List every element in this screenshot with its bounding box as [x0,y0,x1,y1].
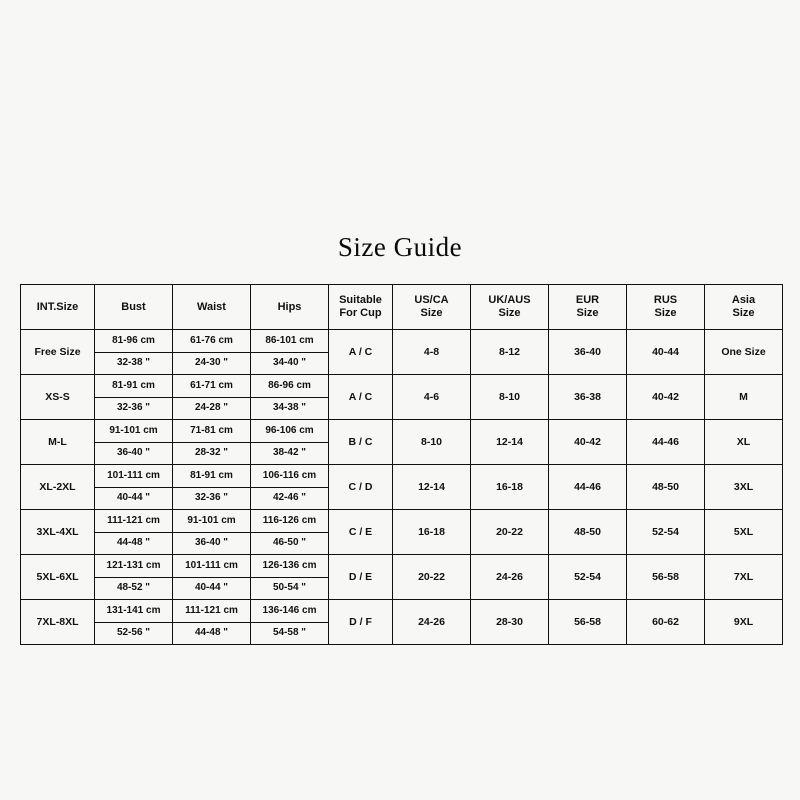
cell-eur: 36-38 [549,375,627,420]
column-header-line: Asia [731,294,756,307]
column-header-line: For Cup [339,307,382,319]
cell-eur: 36-40 [549,330,627,375]
cell-bust-cm: 101-111 cm [95,465,172,488]
cell-hips-cm: 136-146 cm [251,600,328,623]
cell-cup: C / D [329,465,393,510]
size-guide-table [20,284,783,645]
cell-us-ca: 24-26 [393,600,471,645]
column-header-line: Size [498,307,521,319]
cell-us-ca: 4-8 [393,330,471,375]
cell-waist-cm: 111-121 cm [173,600,250,623]
column-header-suitable-for-cup [329,285,393,330]
column-header-line: Suitable [339,294,382,307]
cell-cup: C / E [329,510,393,555]
column-header-line: Size [654,307,677,319]
cell-bust-cm: 91-101 cm [95,420,172,443]
table-row [21,465,783,510]
cell-waist-in: 40-44 " [194,582,229,594]
cell-asia: XL [705,420,783,465]
cell-cup: B / C [329,420,393,465]
cell-waist [173,510,251,555]
cell-hips [251,600,329,645]
cell-hips-in: 54-58 " [272,627,307,639]
cell-us-ca: 8-10 [393,420,471,465]
cell-bust [95,330,173,375]
column-header-line: UK/AUS [488,294,531,307]
cell-waist-cm: 61-71 cm [173,375,250,398]
cell-asia: 5XL [705,510,783,555]
cell-rus: 40-42 [627,375,705,420]
column-header-asia-size [705,285,783,330]
column-header-line: Waist [197,300,226,313]
cell-bust [95,555,173,600]
cell-hips-in: 42-46 " [272,492,307,504]
table-row [21,555,783,600]
cell-bust-in: 44-48 " [116,537,151,549]
cell-hips [251,555,329,600]
cell-waist-cm: 61-76 cm [173,330,250,353]
cell-uk-aus: 20-22 [471,510,549,555]
column-header-line: RUS [653,294,678,307]
cell-bust-in: 40-44 " [116,492,151,504]
page-title: Size Guide [337,232,463,262]
cell-bust [95,465,173,510]
cell-hips-cm: 116-126 cm [251,510,328,533]
column-header-line: INT.Size [36,300,79,313]
cell-hips-in: 50-54 " [272,582,307,594]
cell-bust [95,420,173,465]
cell-hips [251,375,329,420]
size-guide-table-wrapper [20,284,780,645]
cell-hips-cm: 106-116 cm [251,465,328,488]
cell-cup: A / C [329,375,393,420]
cell-bust-in: 32-38 " [116,357,151,369]
column-header-line: Bust [121,300,146,313]
cell-hips-cm: 96-106 cm [251,420,328,443]
cell-uk-aus: 24-26 [471,555,549,600]
table-row [21,420,783,465]
cell-asia: One Size [705,330,783,375]
cell-hips-in: 34-40 " [272,357,307,369]
cell-bust-in: 48-52 " [116,582,151,594]
cell-bust [95,510,173,555]
column-header-bust [95,285,173,330]
cell-waist [173,375,251,420]
cell-rus: 56-58 [627,555,705,600]
column-header-line: Size [576,307,599,319]
cell-eur: 48-50 [549,510,627,555]
cell-hips-cm: 86-96 cm [251,375,328,398]
cell-bust-cm: 111-121 cm [95,510,172,533]
cell-us-ca: 16-18 [393,510,471,555]
cell-waist-cm: 71-81 cm [173,420,250,443]
column-header-line: EUR [575,294,600,307]
cell-hips-cm: 86-101 cm [251,330,328,353]
cell-asia: 3XL [705,465,783,510]
cell-bust [95,600,173,645]
cell-bust-in: 36-40 " [116,447,151,459]
cell-cup: D / F [329,600,393,645]
table-row [21,330,783,375]
cell-waist [173,600,251,645]
cell-int-size: Free Size [21,330,95,375]
cell-hips-in: 34-38 " [272,402,307,414]
cell-waist-in: 28-32 " [194,447,229,459]
cell-waist [173,330,251,375]
cell-hips [251,465,329,510]
cell-waist-cm: 101-111 cm [173,555,250,578]
cell-bust-cm: 81-91 cm [95,375,172,398]
column-header-line: Size [420,307,443,319]
cell-uk-aus: 8-10 [471,375,549,420]
cell-waist-in: 44-48 " [194,627,229,639]
cell-bust-cm: 131-141 cm [95,600,172,623]
cell-rus: 48-50 [627,465,705,510]
cell-waist-in: 36-40 " [194,537,229,549]
column-header-rus-size [627,285,705,330]
cell-waist-in: 32-36 " [194,492,229,504]
cell-uk-aus: 12-14 [471,420,549,465]
cell-int-size: 3XL-4XL [21,510,95,555]
column-header-waist [173,285,251,330]
cell-hips [251,420,329,465]
table-row [21,600,783,645]
cell-hips [251,510,329,555]
cell-hips-in: 38-42 " [272,447,307,459]
column-header-line: US/CA [414,294,449,307]
cell-waist-cm: 81-91 cm [173,465,250,488]
cell-cup: A / C [329,330,393,375]
cell-bust-cm: 81-96 cm [95,330,172,353]
cell-hips [251,330,329,375]
cell-waist [173,555,251,600]
cell-eur: 56-58 [549,600,627,645]
cell-asia: 7XL [705,555,783,600]
column-header-line: Hips [277,300,302,313]
cell-waist-cm: 91-101 cm [173,510,250,533]
cell-hips-in: 46-50 " [272,537,307,549]
table-row [21,510,783,555]
cell-int-size: M-L [21,420,95,465]
column-header-line: Size [732,307,755,319]
cell-waist [173,420,251,465]
column-header-us-ca-size [393,285,471,330]
cell-asia: M [705,375,783,420]
cell-int-size: 5XL-6XL [21,555,95,600]
cell-uk-aus: 16-18 [471,465,549,510]
cell-waist-in: 24-30 " [194,357,229,369]
cell-eur: 40-42 [549,420,627,465]
column-header-hips [251,285,329,330]
cell-waist-in: 24-28 " [194,402,229,414]
cell-cup: D / E [329,555,393,600]
cell-uk-aus: 28-30 [471,600,549,645]
column-header-uk-aus-size [471,285,549,330]
cell-us-ca: 4-6 [393,375,471,420]
table-row [21,375,783,420]
cell-int-size: 7XL-8XL [21,600,95,645]
cell-int-size: XS-S [21,375,95,420]
cell-rus: 60-62 [627,600,705,645]
cell-bust [95,375,173,420]
cell-rus: 52-54 [627,510,705,555]
cell-us-ca: 20-22 [393,555,471,600]
column-header-int-size [21,285,95,330]
cell-rus: 40-44 [627,330,705,375]
column-header-eur-size [549,285,627,330]
cell-uk-aus: 8-12 [471,330,549,375]
cell-bust-in: 52-56 " [116,627,151,639]
cell-eur: 44-46 [549,465,627,510]
cell-asia: 9XL [705,600,783,645]
cell-bust-in: 32-36 " [116,402,151,414]
cell-us-ca: 12-14 [393,465,471,510]
cell-waist [173,465,251,510]
table-header-row [21,285,783,330]
cell-rus: 44-46 [627,420,705,465]
cell-eur: 52-54 [549,555,627,600]
cell-hips-cm: 126-136 cm [251,555,328,578]
cell-int-size: XL-2XL [21,465,95,510]
cell-bust-cm: 121-131 cm [95,555,172,578]
